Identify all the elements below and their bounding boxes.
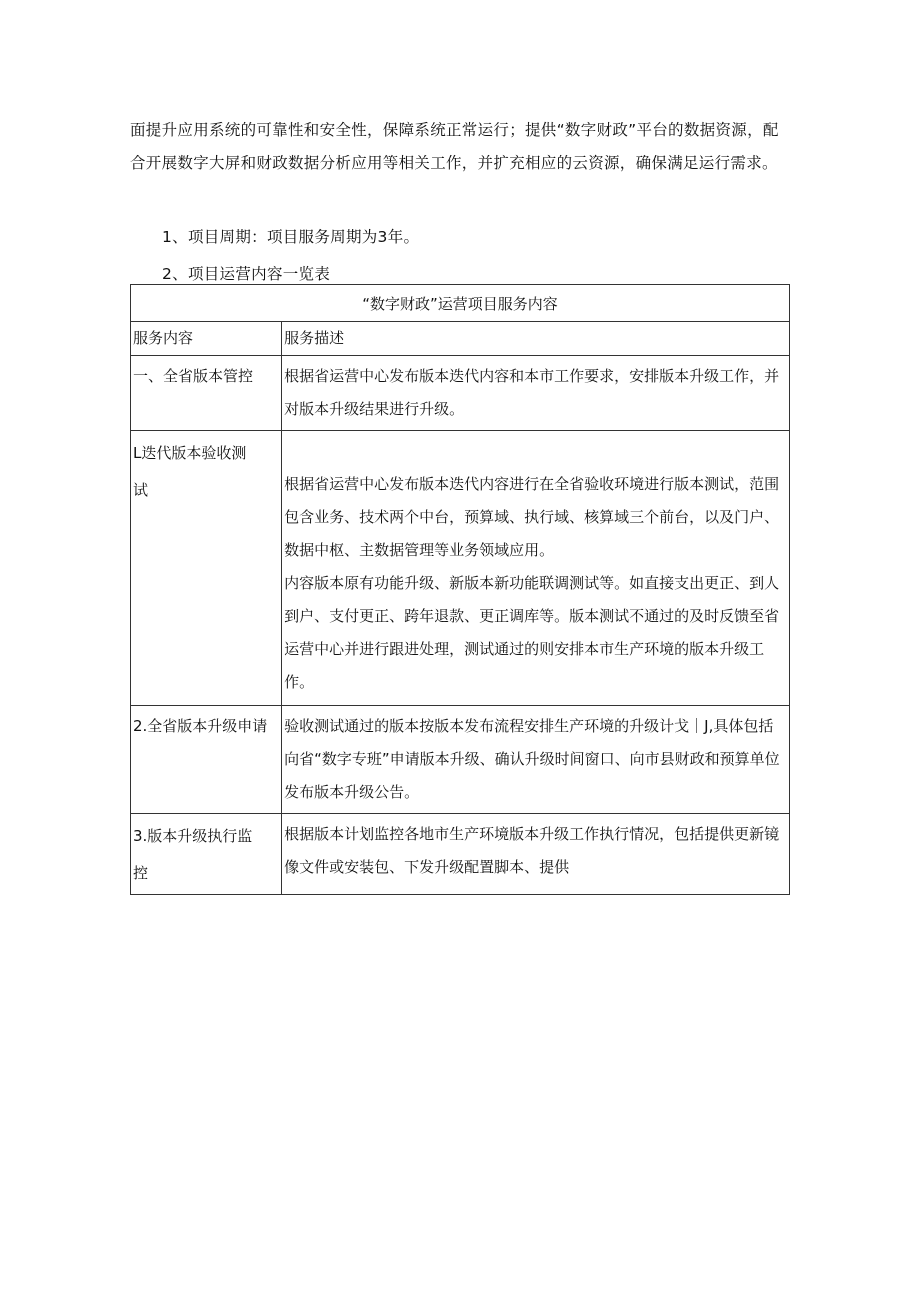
table-header-row	[131, 322, 790, 356]
row-item-version-control: 一、全省版本管控	[131, 356, 282, 431]
table-title: “数字财政”运营项目服务内容	[131, 285, 790, 322]
header-service-item: 服务内容	[131, 322, 282, 356]
row-description	[282, 431, 790, 706]
row-description-text: 验收测试通过的版本按版本发布流程安排生产环境的升级计戈｜J,具体包括向省“数字专班”申请版本升级、确认升级时间窗口、向市县财政和预算单位发布版本升级公告。	[284, 717, 780, 801]
content-list-heading: 2、项目运营内容一览表	[162, 265, 331, 283]
row-description-text: 内容版本原有功能升级、新版本新功能联调测试等。如直接支出更正、到人到户、支付更正、跨年退款、更正调库等。版本测试不通过的及时反馈至省运营中心并进行跟进处理，测试通过的则安排本市生产环境的版本升级工作。	[284, 574, 780, 691]
table-row	[131, 706, 790, 814]
row-item-upgrade-monitor: 3.版本升级执行监控	[131, 814, 282, 895]
row-description-text: 根据省运营中心发布版本迭代内容和本市工作要求，安排版本升级工作，并对版本升级结果进行升级。	[284, 367, 780, 418]
row-description	[282, 356, 790, 431]
table-row	[131, 431, 790, 706]
header-service-description: 服务描述	[282, 322, 790, 356]
table-row	[131, 356, 790, 431]
intro-paragraph: 面提升应用系统的可靠性和安全性，保障系统正常运行；提供“数字财政”平台的数据资源，配合开展数字大屏和财政数据分析应用等相关工作，并扩充相应的云资源，确保满足运行需求。	[130, 121, 779, 172]
row-item-upgrade-request: 2.全省版本升级申请	[131, 706, 282, 814]
table-title-row	[131, 285, 790, 322]
row-item-acceptance-test: L迭代版本验收测试	[131, 431, 282, 706]
row-description-text: 根据省运营中心发布版本迭代内容进行在全省验收环境进行版本测试，范围包含业务、技术两个中台，预算域、执行域、核算域三个前台，以及门户、数据中枢、主数据管理等业务领域应用。	[284, 475, 780, 559]
row-description	[282, 706, 790, 814]
row-description	[282, 814, 790, 895]
service-content-table	[130, 284, 790, 895]
table-row	[131, 814, 790, 895]
project-period-item: 1、项目周期：项目服务周期为3年。	[162, 228, 420, 246]
row-description-text: 根据版本计划监控各地市生产环境版本升级工作执行情况，包括提供更新镜像文件或安装包、下发升级配置脚本、提供	[284, 825, 780, 876]
